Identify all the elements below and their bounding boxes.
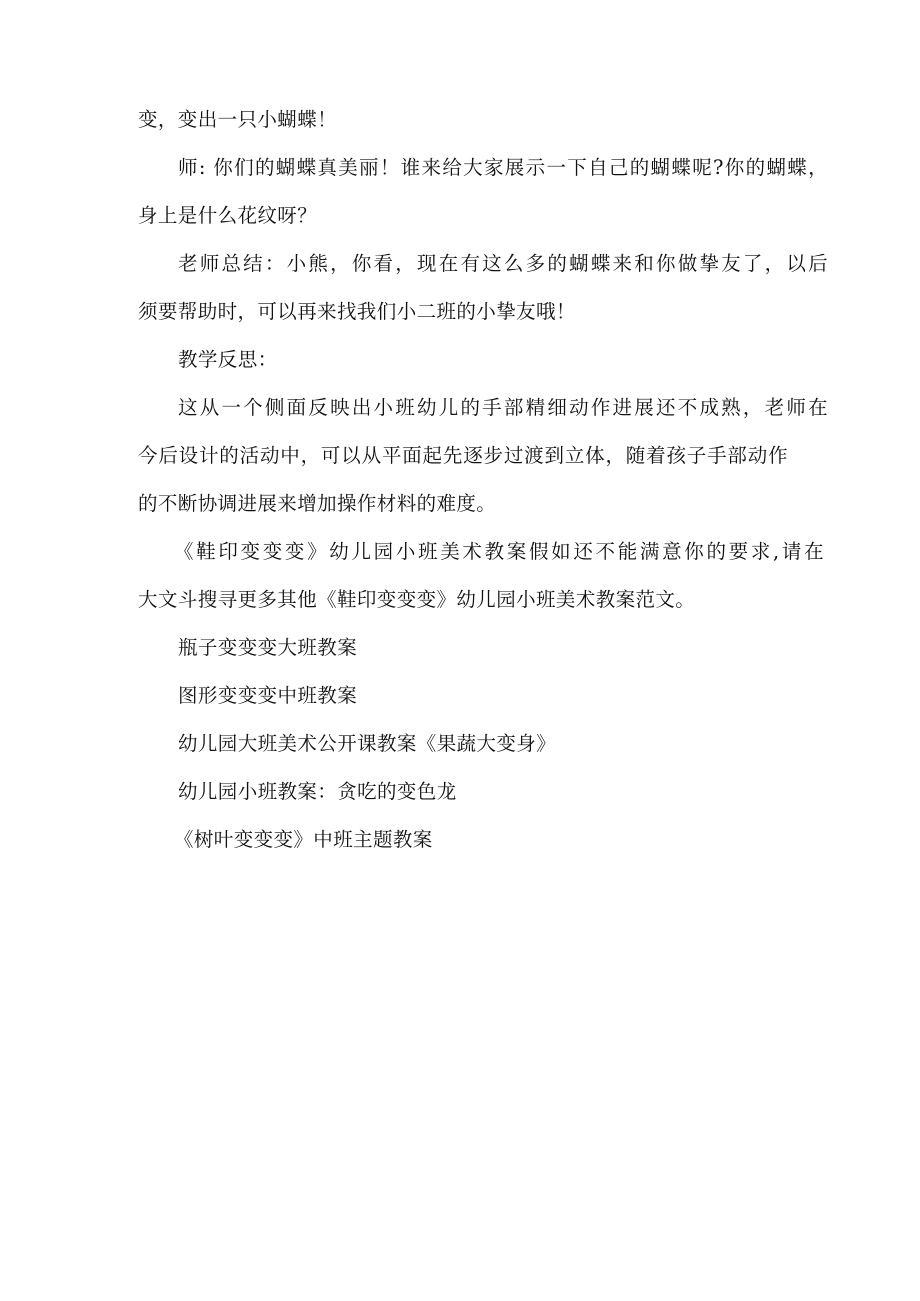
paragraph-line: 身上是什么花纹呀？	[138, 204, 318, 227]
paragraph-line: 今后设计的活动中，可以从平面起先逐步过渡到立体，随着孩子手部动作	[138, 444, 788, 467]
related-link-item: 瓶子变变变大班教案	[178, 636, 358, 659]
paragraph-line: 变，变出一只小蝴蝶！	[138, 108, 338, 131]
paragraph-line: 的不断协调进展来增加操作材料的难度。	[138, 492, 497, 515]
related-link-item: 图形变变变中班教案	[178, 684, 358, 707]
related-link-item: 幼儿园小班教案：贪吃的变色龙	[178, 780, 457, 803]
related-link-item: 《树叶变变变》中班主题教案	[174, 828, 433, 851]
paragraph-line: 师: 你们的蝴蝶真美丽！谁来给大家展示一下自己的蝴蝶呢?你的蝴蝶，	[178, 156, 828, 179]
related-link-item: 幼儿园大班美术公开课教案《果蔬大变身》	[178, 732, 557, 755]
paragraph-line: 这从一个侧面反映出小班幼儿的手部精细动作进展还不成熟，老师在	[178, 396, 828, 419]
paragraph-line: 大文斗搜寻更多其他《鞋印变变变》幼儿园小班美术教案范文。	[138, 588, 696, 611]
paragraph-line: 《鞋印变变变》幼儿园小班美术教案假如还不能满意你的要求,请在	[174, 540, 824, 563]
paragraph-line: 老师总结：小熊，你看，现在有这么多的蝴蝶来和你做挚友了，以后	[178, 252, 828, 275]
section-heading: 教学反思：	[178, 348, 278, 371]
paragraph-line: 须要帮助时，可以再来找我们小二班的小挚友哦！	[138, 300, 576, 323]
